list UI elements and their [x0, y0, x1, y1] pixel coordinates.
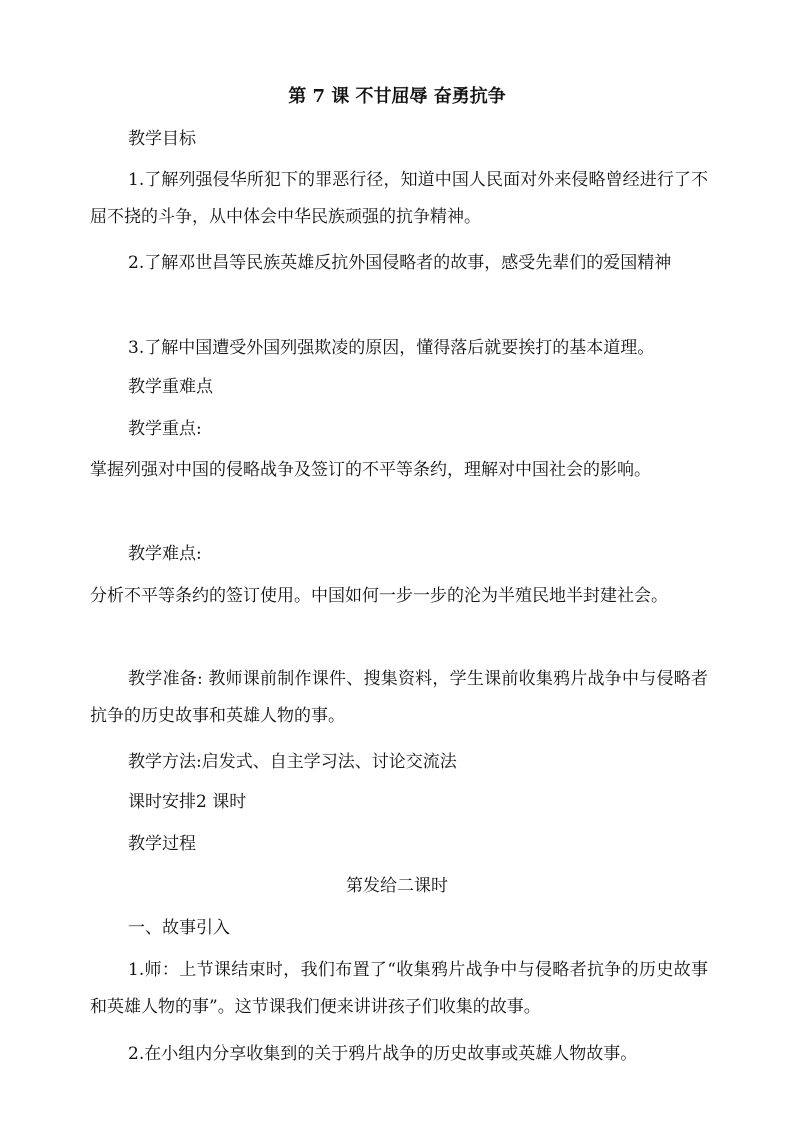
key-points-label: 教学重点: — [128, 419, 202, 439]
objective-1: 1.了解列强侵华所犯下的罪恶行径，知道中国人民面对外来侵略曾经进行了不屈不挠的斗争，从中体会中华民族顽强的抗争精神。 — [90, 170, 708, 227]
step-1-text: 1.师：上节课结束时，我们布置了“收集鸦片战争中与侵略者抗争的历史故事和英雄人物的事”。这节课我们便来讲讲孩子们收集的故事。 — [90, 960, 708, 1017]
step-heading-story-intro: 一、故事引入 — [128, 918, 230, 938]
objective-3: 3.了解中国遭受外国列强欺凌的原因，懂得落后就要挨打的基本道理。 — [128, 338, 655, 358]
section-heading-key-difficult: 教学重难点 — [128, 377, 213, 397]
difficult-points-text: 分析不平等条约的签订使用。中国如何一步一步的沦为半殖民地半封建社会。 — [90, 586, 668, 606]
key-points-text: 掌握列强对中国的侵略战争及签订的不平等条约，理解对中国社会的影响。 — [90, 460, 651, 480]
period-heading: 第发给二课时 — [346, 876, 448, 896]
class-schedule: 课时安排2 课时 — [128, 792, 247, 812]
teaching-methods: 教学方法:启发式、自主学习法、讨论交流法 — [128, 752, 457, 772]
section-heading-objectives: 教学目标 — [128, 129, 196, 149]
difficult-points-label: 教学难点: — [128, 544, 202, 564]
section-heading-process: 教学过程 — [128, 834, 196, 854]
lesson-title: 第 7 课 不甘屈辱 奋勇抗争 — [288, 86, 506, 107]
step-2-text: 2.在小组内分享收集到的关于鸦片战争的历史故事或英雄人物故事。 — [128, 1044, 638, 1064]
objective-2: 2.了解邓世昌等民族英雄反抗外国侵略者的故事，感受先辈们的爱国精神 — [128, 253, 672, 273]
teaching-preparation: 教学准备: 教师课前制作课件、搜集资料，学生课前收集鸦片战争中与侵略者抗争的历史故事和英雄人物的事。 — [90, 669, 708, 726]
